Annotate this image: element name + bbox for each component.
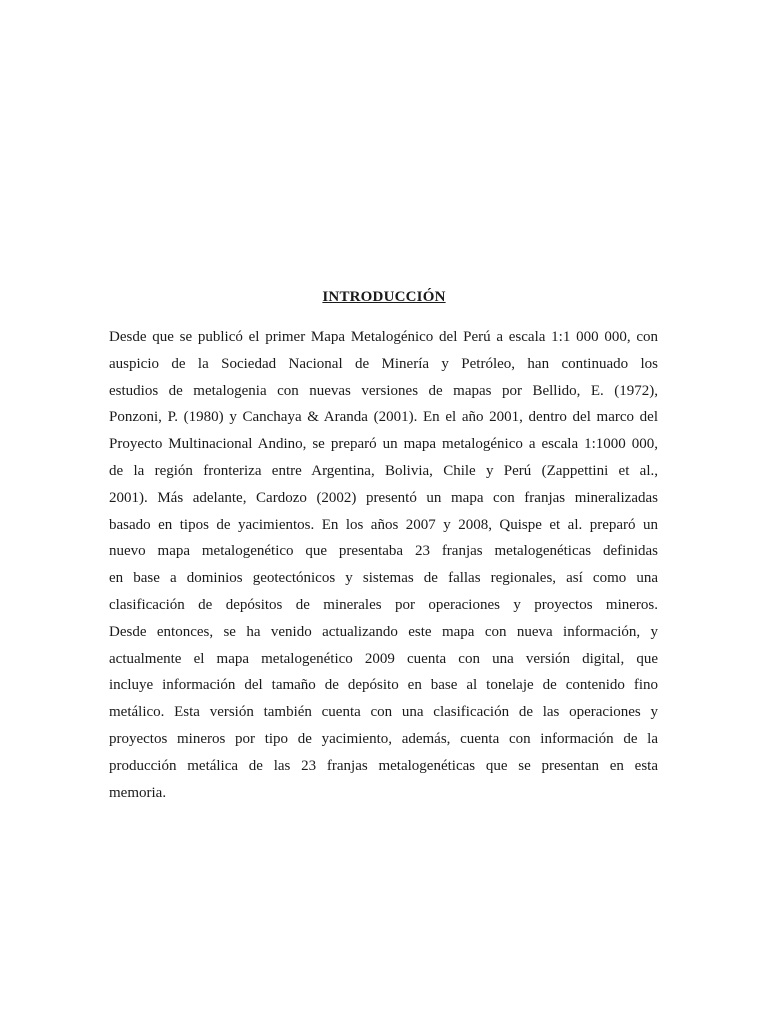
paragraph — [109, 330, 658, 812]
paragraph-line: Desde que se publicó el primer Mapa Metalogénico del Perú a escala 1:1 000 000, con — [109, 329, 658, 345]
paragraph-line: basado en tipos de yacimientos. En los años 2007 y 2008, Quispe et al. preparó un — [109, 516, 658, 533]
paragraph-line: actualmente el mapa metalogenético 2009 cuenta con una versión digital, que — [109, 650, 658, 667]
paragraph-line: nuevo mapa metalogenético que presentaba 23 franjas metalogenéticas definidas — [109, 543, 658, 560]
paragraph-line: incluye información del tamaño de depósito en base al tonelaje de contenido fino — [109, 677, 658, 694]
paragraph-line: estudios de metalogenia con nuevas versiones de mapas por Bellido, E. (1972), — [109, 382, 658, 399]
paragraph-line: 2001). Más adelante, Cardozo (2002) presentó un mapa con franjas mineralizadas — [109, 489, 658, 506]
paragraph-line: Proyecto Multinacional Andino, se preparó un mapa metalogénico a escala 1:1000 000, — [109, 436, 658, 453]
paragraph-line: memoria. — [109, 784, 167, 801]
paragraph-line: metálico. Esta versión también cuenta con una clasificación de las operaciones y — [109, 704, 658, 721]
paragraph-line: proyectos mineros por tipo de yacimiento, además, cuenta con información de la — [109, 730, 658, 747]
paragraph-line: clasificación de depósitos de minerales por operaciones y proyectos mineros. — [109, 596, 658, 613]
paragraph-line: en base a dominios geotectónicos y sistemas de fallas regionales, así como una — [109, 570, 658, 587]
paragraph-line: de la región fronteriza entre Argentina, Bolivia, Chile y Perú (Zappettini et al., — [109, 462, 658, 479]
paragraph-line: Ponzoni, P. (1980) y Canchaya & Aranda (2001). En el año 2001, dentro del marco del — [109, 409, 658, 426]
paragraph-line: auspicio de la Sociedad Nacional de Minería y Petróleo, han continuado los — [109, 355, 658, 372]
section-heading: INTRODUCCIÓN — [322, 289, 446, 305]
paragraph-line: producción metálica de las 23 franjas metalogenéticas que se presentan en esta — [109, 757, 658, 774]
paragraph-line: Desde entonces, se ha venido actualizando este mapa con nueva información, y — [109, 623, 658, 640]
